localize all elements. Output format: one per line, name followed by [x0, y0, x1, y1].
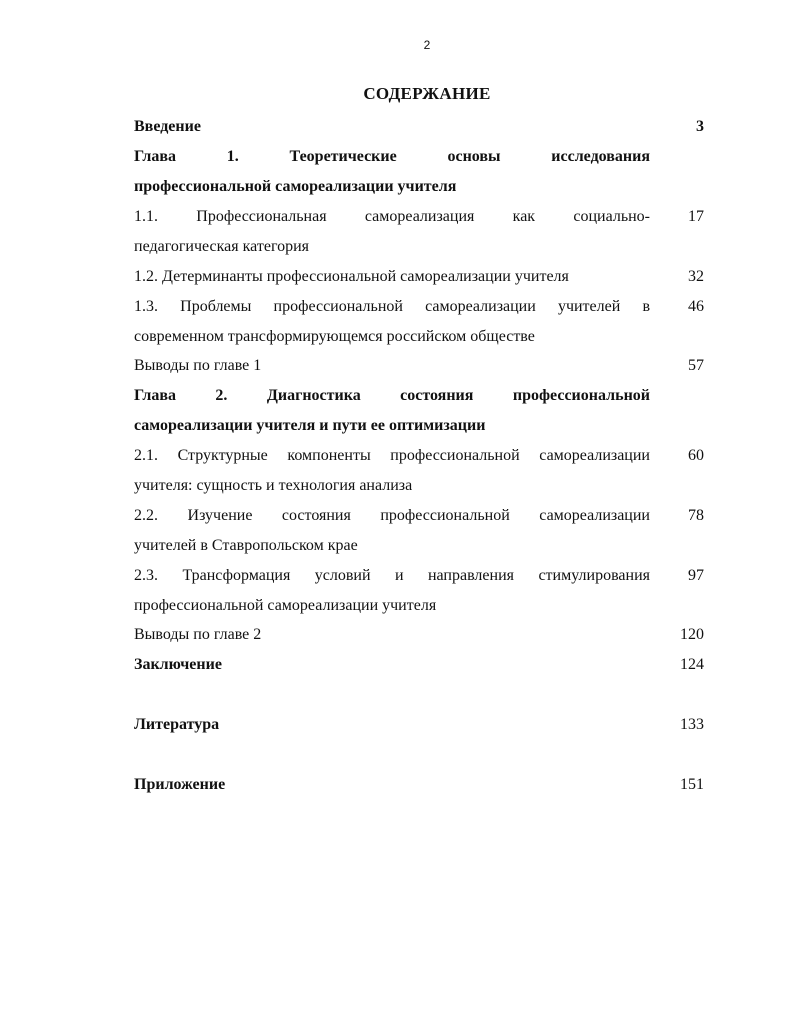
toc-entry-text-continued: педагогическая категория — [134, 238, 310, 255]
toc-entry-text: Глава 1. Теоретические основы исследования — [134, 148, 650, 165]
toc-entry-text: 1.3. Проблемы профессиональной самореализации учителей в — [134, 298, 650, 315]
toc-entry-text: 2.1. Структурные компоненты профессиональной самореализации — [134, 447, 650, 464]
toc-entry-text: Введение — [134, 118, 201, 135]
toc-entry-text: 1.2. Детерминанты профессиональной самореализации учителя — [134, 268, 569, 285]
toc-entry-page: 3 — [696, 118, 704, 135]
toc-entry-text: Выводы по главе 1 — [134, 357, 262, 374]
toc-entry-page: 57 — [688, 357, 704, 374]
toc-entry-page: 17 — [688, 208, 704, 225]
toc-entry-text: Литература — [134, 716, 220, 733]
toc-entry-text-continued: учителя: сущность и технология анализа — [134, 477, 413, 494]
toc-entry-text: 2.3. Трансформация условий и направления стимулирования — [134, 567, 650, 584]
toc-entry-page: 46 — [688, 298, 704, 315]
page-number: 2 — [423, 38, 431, 52]
toc-entry-page: 32 — [688, 268, 704, 285]
toc-entry-text: Заключение — [134, 656, 222, 673]
toc-entry-page: 120 — [680, 626, 704, 643]
toc-entry-text-continued: профессиональной самореализации учителя — [134, 597, 437, 614]
toc-entry-page: 78 — [688, 507, 704, 524]
toc-entry-text-continued: профессиональной самореализации учителя — [134, 178, 457, 195]
toc-entry-page: 151 — [680, 776, 704, 793]
toc-entry-text: 1.1. Профессиональная самореализация как социально- — [134, 208, 650, 225]
toc-entry-text: Выводы по главе 2 — [134, 626, 262, 643]
toc-entry-text-continued: самореализации учителя и пути ее оптимизации — [134, 417, 486, 434]
toc-entry-page: 97 — [688, 567, 704, 584]
toc-entry-text-continued: современном трансформирующемся российском обществе — [134, 328, 535, 345]
toc-entry-text: Приложение — [134, 776, 226, 793]
toc-entry-page: 124 — [680, 656, 704, 673]
toc-entry-text-continued: учителей в Ставропольском крае — [134, 537, 358, 554]
toc-entry-text: 2.2. Изучение состояния профессиональной самореализации — [134, 507, 650, 524]
toc-entry-text: Глава 2. Диагностика состояния профессиональной — [134, 387, 650, 404]
page-title: СОДЕРЖАНИЕ — [363, 84, 491, 103]
toc-entry-page: 60 — [688, 447, 704, 464]
toc-entry-page: 133 — [680, 716, 704, 733]
